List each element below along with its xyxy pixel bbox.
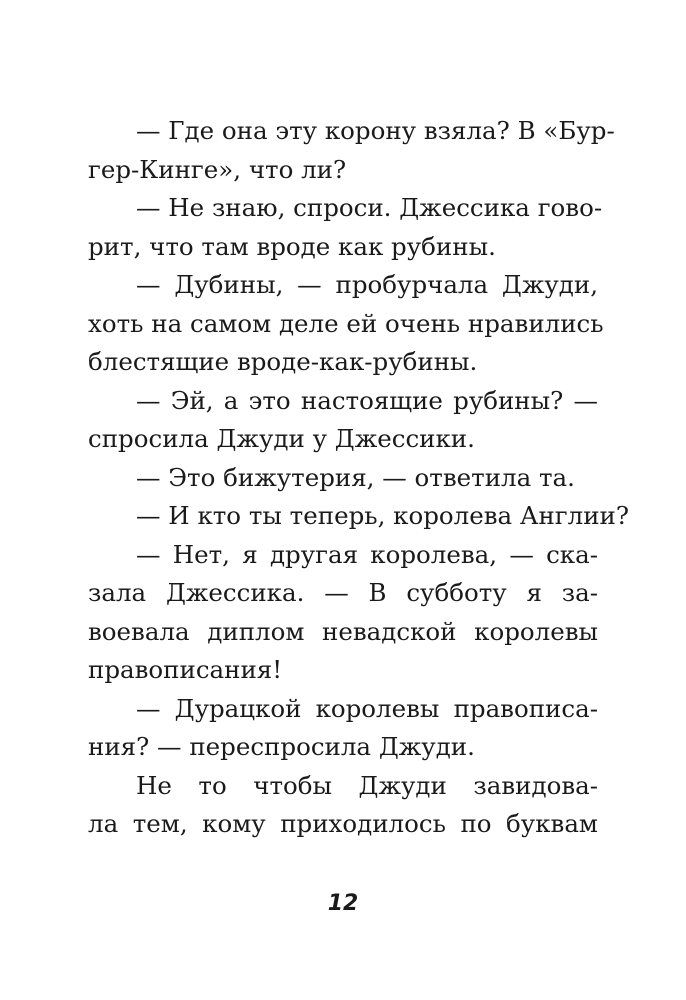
- text-line: — Дубины, — пробурчала Джуди,: [136, 270, 598, 299]
- text-line: воевала диплом невадской королевы: [88, 616, 598, 646]
- text-line: ния? — переспросила Джуди.: [88, 732, 475, 761]
- text-line: ла тем, кому приходилось по буквам: [88, 809, 598, 838]
- page-number: 12: [327, 891, 359, 916]
- text-line: — Нет, я другая королева, — ска-: [136, 539, 598, 569]
- text-line: правописания!: [88, 655, 283, 684]
- text-line: зала Джессика. — В субботу я за-: [88, 578, 598, 607]
- text-line: — Дурацкой королевы правописа-: [136, 693, 598, 723]
- text-line: — Это бижутерия, — ответила та.: [136, 462, 575, 492]
- text-line: рит, что там вроде как рубины.: [88, 231, 496, 261]
- text-line: гер-Кинге», что ли?: [88, 154, 347, 184]
- text-line: спросила Джуди у Джессики.: [88, 424, 475, 453]
- text-line: блестящие вроде-как-рубины.: [88, 347, 478, 376]
- text-line: — Где она эту корону взяла? В «Бур-: [136, 116, 615, 145]
- text-line: Не то чтобы Джуди завидова-: [136, 770, 598, 800]
- text-line: — Не знаю, спроси. Джессика гово-: [136, 193, 603, 222]
- text-line: хоть на самом деле ей очень нравились: [88, 308, 604, 338]
- text-line: — Эй, а это настоящие рубины? —: [136, 385, 598, 415]
- body-text: [88, 112, 629, 844]
- text-line: — И кто ты теперь, королева Англии?: [136, 501, 629, 530]
